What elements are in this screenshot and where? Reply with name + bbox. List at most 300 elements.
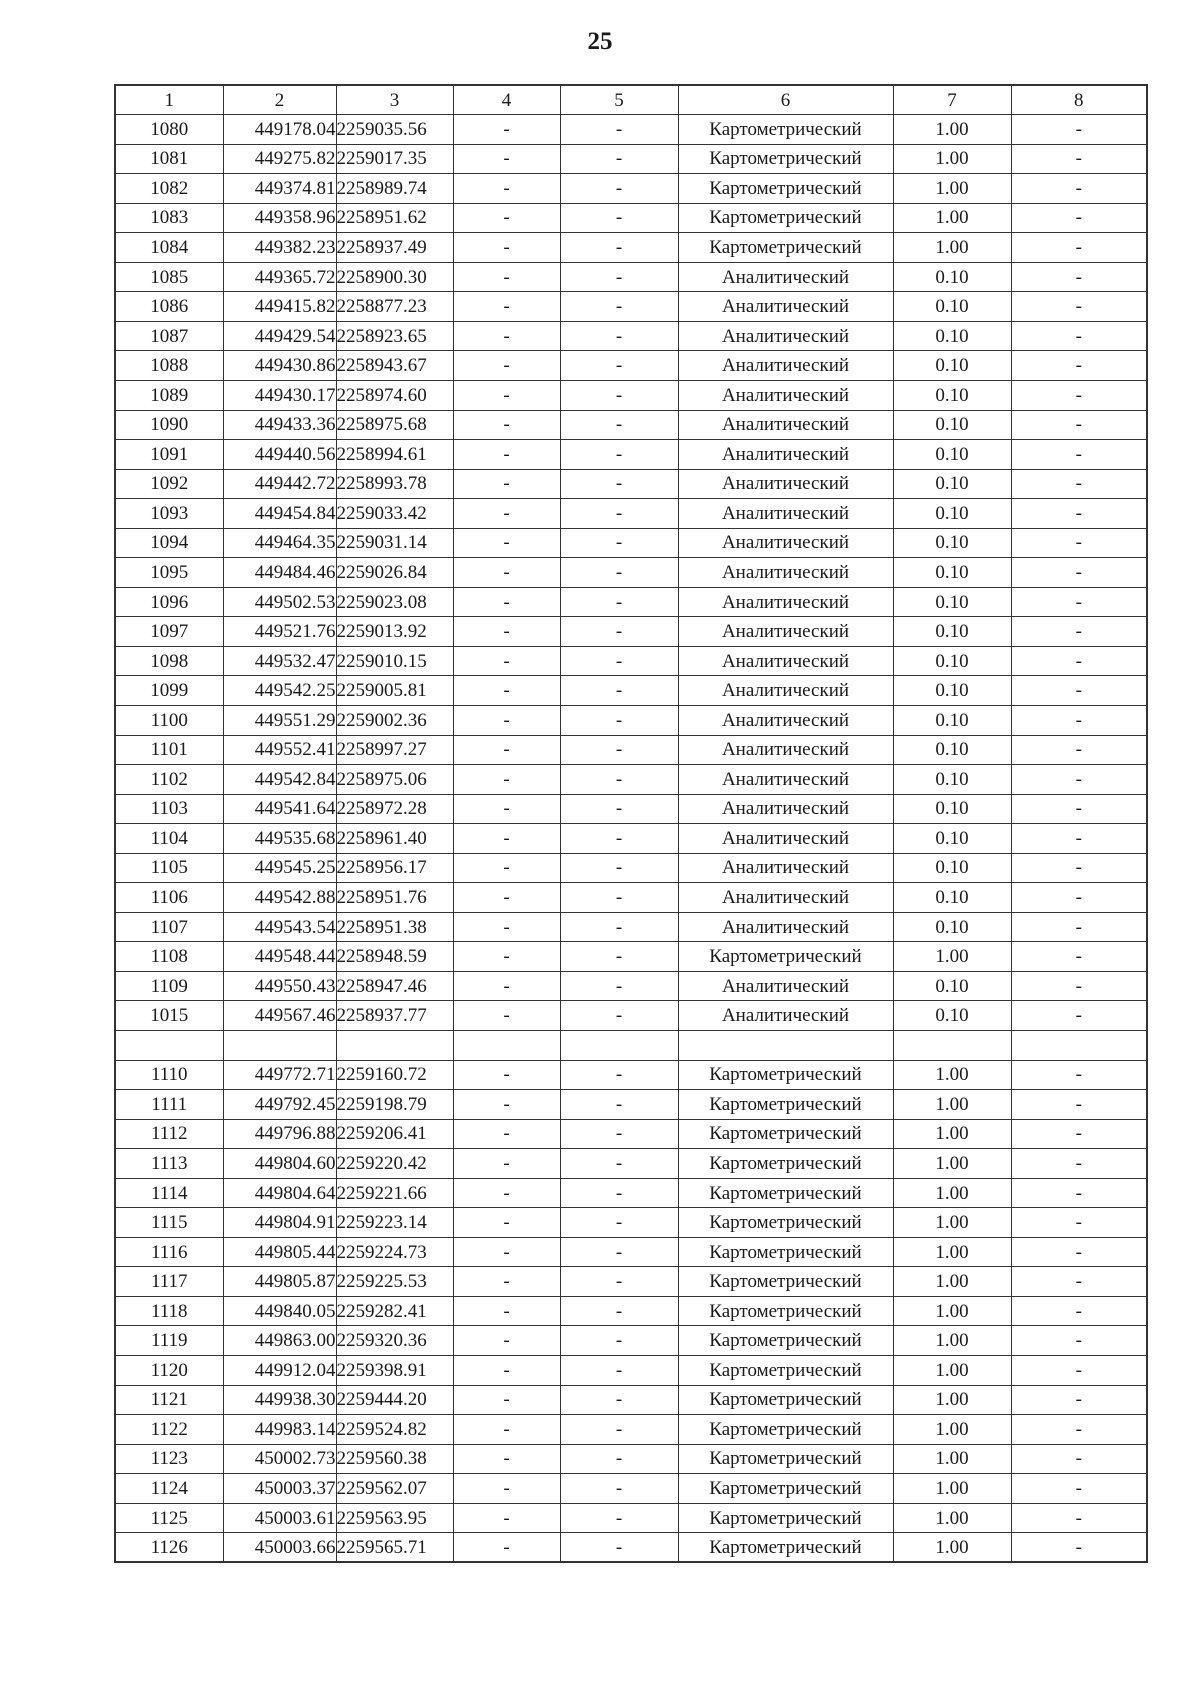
page-number: 25	[587, 28, 613, 55]
accuracy-cell: 1.00	[893, 1119, 1011, 1149]
table-row	[115, 1415, 1147, 1445]
y-coordinate-cell: 2259563.95	[336, 1503, 453, 1533]
accuracy-cell: 1.00	[893, 1090, 1011, 1120]
point-number-cell: 1115	[115, 1208, 223, 1238]
x-coordinate-cell: 449804.91	[223, 1208, 336, 1238]
x-coordinate-cell: 449543.54	[223, 912, 336, 942]
col8-cell: -	[1011, 705, 1147, 735]
point-number-cell: 1090	[115, 410, 223, 440]
table-row	[115, 1444, 1147, 1474]
col5-cell: -	[560, 1415, 678, 1445]
point-number-cell: 1093	[115, 499, 223, 529]
point-number-cell: 1103	[115, 794, 223, 824]
col8-cell: -	[1011, 1415, 1147, 1445]
col4-cell: -	[453, 233, 560, 263]
y-coordinate-cell: 2259221.66	[336, 1178, 453, 1208]
x-coordinate-cell: 449983.14	[223, 1415, 336, 1445]
point-number-cell: 1099	[115, 676, 223, 706]
method-cell: Аналитический	[678, 321, 893, 351]
col8-cell: -	[1011, 883, 1147, 913]
col4-cell: -	[453, 1267, 560, 1297]
method-cell: Аналитический	[678, 765, 893, 795]
method-cell: Аналитический	[678, 351, 893, 381]
col8-cell: -	[1011, 1001, 1147, 1031]
method-cell: Картометрический	[678, 1356, 893, 1386]
method-cell: Аналитический	[678, 558, 893, 588]
col4-cell: -	[453, 705, 560, 735]
column-header: 4	[453, 85, 560, 115]
col4-cell: -	[453, 1356, 560, 1386]
accuracy-cell: 0.10	[893, 469, 1011, 499]
method-cell: Картометрический	[678, 1149, 893, 1179]
x-coordinate-cell: 450003.37	[223, 1474, 336, 1504]
col8-cell: -	[1011, 617, 1147, 647]
y-coordinate-cell: 2258937.49	[336, 233, 453, 263]
col8-cell: -	[1011, 971, 1147, 1001]
point-number-cell: 1117	[115, 1267, 223, 1297]
method-cell: Аналитический	[678, 646, 893, 676]
accuracy-cell: 1.00	[893, 1356, 1011, 1386]
y-coordinate-cell: 2259026.84	[336, 558, 453, 588]
method-cell: Картометрический	[678, 1415, 893, 1445]
y-coordinate-cell: 2258997.27	[336, 735, 453, 765]
col4-cell: -	[453, 115, 560, 145]
method-cell: Аналитический	[678, 824, 893, 854]
method-cell: Аналитический	[678, 735, 893, 765]
point-number-cell: 1107	[115, 912, 223, 942]
y-coordinate-cell: 2259225.53	[336, 1267, 453, 1297]
col4-cell: -	[453, 587, 560, 617]
col5-cell: -	[560, 528, 678, 558]
col8-cell: -	[1011, 1149, 1147, 1179]
col8-cell: -	[1011, 765, 1147, 795]
accuracy-cell: 0.10	[893, 321, 1011, 351]
col5-cell: -	[560, 1385, 678, 1415]
col4-cell: -	[453, 1444, 560, 1474]
y-coordinate-cell: 2258956.17	[336, 853, 453, 883]
table-row	[115, 1296, 1147, 1326]
y-coordinate-cell: 2259398.91	[336, 1356, 453, 1386]
x-coordinate-cell: 449442.72	[223, 469, 336, 499]
col8-cell: -	[1011, 292, 1147, 322]
col5-cell: -	[560, 440, 678, 470]
accuracy-cell: 1.00	[893, 1208, 1011, 1238]
accuracy-cell: 0.10	[893, 528, 1011, 558]
y-coordinate-cell: 2258951.38	[336, 912, 453, 942]
accuracy-cell: 1.00	[893, 1503, 1011, 1533]
column-header: 5	[560, 85, 678, 115]
table-row	[115, 1533, 1147, 1563]
col8-cell: -	[1011, 262, 1147, 292]
col8-cell: -	[1011, 558, 1147, 588]
y-coordinate-cell: 2259220.42	[336, 1149, 453, 1179]
col8-cell: -	[1011, 587, 1147, 617]
point-number-cell: 1121	[115, 1385, 223, 1415]
y-coordinate-cell: 2259160.72	[336, 1060, 453, 1090]
table-row	[115, 794, 1147, 824]
table-row	[115, 1356, 1147, 1386]
col4-cell: -	[453, 410, 560, 440]
y-coordinate-cell: 2259444.20	[336, 1385, 453, 1415]
col5-cell: -	[560, 233, 678, 263]
y-coordinate-cell: 2258947.46	[336, 971, 453, 1001]
method-cell	[678, 1031, 893, 1061]
table-row	[115, 499, 1147, 529]
table-row	[115, 144, 1147, 174]
col4-cell: -	[453, 971, 560, 1001]
col5-cell: -	[560, 1444, 678, 1474]
y-coordinate-cell: 2259017.35	[336, 144, 453, 174]
x-coordinate-cell: 449429.54	[223, 321, 336, 351]
col8-cell: -	[1011, 912, 1147, 942]
accuracy-cell: 1.00	[893, 1060, 1011, 1090]
accuracy-cell: 1.00	[893, 1326, 1011, 1356]
col5-cell: -	[560, 824, 678, 854]
table-row	[115, 1090, 1147, 1120]
accuracy-cell: 0.10	[893, 617, 1011, 647]
col8-cell: -	[1011, 115, 1147, 145]
accuracy-cell: 1.00	[893, 144, 1011, 174]
x-coordinate-cell: 449535.68	[223, 824, 336, 854]
col4-cell: -	[453, 1149, 560, 1179]
col8-cell: -	[1011, 469, 1147, 499]
y-coordinate-cell: 2259002.36	[336, 705, 453, 735]
y-coordinate-cell: 2259198.79	[336, 1090, 453, 1120]
accuracy-cell: 0.10	[893, 912, 1011, 942]
column-header: 6	[678, 85, 893, 115]
point-number-cell: 1098	[115, 646, 223, 676]
point-number-cell: 1101	[115, 735, 223, 765]
y-coordinate-cell: 2258994.61	[336, 440, 453, 470]
table-row	[115, 1326, 1147, 1356]
col8-cell: -	[1011, 1444, 1147, 1474]
x-coordinate-cell: 449796.88	[223, 1119, 336, 1149]
col5-cell: -	[560, 410, 678, 440]
col4-cell: -	[453, 262, 560, 292]
x-coordinate-cell: 449542.84	[223, 765, 336, 795]
col5-cell: -	[560, 587, 678, 617]
y-coordinate-cell: 2259206.41	[336, 1119, 453, 1149]
col5-cell: -	[560, 499, 678, 529]
x-coordinate-cell: 449464.35	[223, 528, 336, 558]
table-row	[115, 410, 1147, 440]
accuracy-cell: 0.10	[893, 676, 1011, 706]
method-cell: Картометрический	[678, 1237, 893, 1267]
col8-cell: -	[1011, 1385, 1147, 1415]
point-number-cell: 1113	[115, 1149, 223, 1179]
accuracy-cell: 0.10	[893, 765, 1011, 795]
method-cell: Картометрический	[678, 942, 893, 972]
col8-cell: -	[1011, 1474, 1147, 1504]
col8-cell: -	[1011, 1296, 1147, 1326]
table-row	[115, 587, 1147, 617]
method-cell: Аналитический	[678, 617, 893, 647]
y-coordinate-cell: 2258993.78	[336, 469, 453, 499]
point-number-cell: 1118	[115, 1296, 223, 1326]
col4-cell: -	[453, 292, 560, 322]
point-number-cell: 1094	[115, 528, 223, 558]
x-coordinate-cell: 450003.66	[223, 1533, 336, 1563]
accuracy-cell: 1.00	[893, 1296, 1011, 1326]
method-cell: Картометрический	[678, 1444, 893, 1474]
method-cell: Аналитический	[678, 853, 893, 883]
accuracy-cell: 0.10	[893, 1001, 1011, 1031]
col5-cell: -	[560, 1149, 678, 1179]
col8-cell: -	[1011, 1503, 1147, 1533]
col4-cell: -	[453, 1474, 560, 1504]
col4-cell: -	[453, 440, 560, 470]
method-cell: Аналитический	[678, 499, 893, 529]
table-row	[115, 351, 1147, 381]
point-number-cell: 1114	[115, 1178, 223, 1208]
accuracy-cell: 1.00	[893, 1444, 1011, 1474]
method-cell: Картометрический	[678, 233, 893, 263]
point-number-cell: 1015	[115, 1001, 223, 1031]
y-coordinate-cell: 2259023.08	[336, 587, 453, 617]
x-coordinate-cell: 449545.25	[223, 853, 336, 883]
column-header: 3	[336, 85, 453, 115]
x-coordinate-cell: 449567.46	[223, 1001, 336, 1031]
table-row	[115, 971, 1147, 1001]
y-coordinate-cell: 2259224.73	[336, 1237, 453, 1267]
y-coordinate-cell: 2259320.36	[336, 1326, 453, 1356]
method-cell: Аналитический	[678, 883, 893, 913]
y-coordinate-cell: 2258951.62	[336, 203, 453, 233]
col4-cell: -	[453, 617, 560, 647]
col8-cell	[1011, 1031, 1147, 1061]
col5-cell: -	[560, 1119, 678, 1149]
col4-cell: -	[453, 1090, 560, 1120]
col8-cell: -	[1011, 203, 1147, 233]
col4-cell: -	[453, 203, 560, 233]
point-number-cell: 1102	[115, 765, 223, 795]
table-row	[115, 440, 1147, 470]
accuracy-cell: 0.10	[893, 351, 1011, 381]
table-row	[115, 321, 1147, 351]
col5-cell: -	[560, 1060, 678, 1090]
col4-cell: -	[453, 380, 560, 410]
accuracy-cell: 0.10	[893, 705, 1011, 735]
col5-cell: -	[560, 617, 678, 647]
accuracy-cell: 0.10	[893, 262, 1011, 292]
x-coordinate-cell: 449840.05	[223, 1296, 336, 1326]
point-number-cell: 1084	[115, 233, 223, 263]
accuracy-cell: 1.00	[893, 1415, 1011, 1445]
col5-cell: -	[560, 174, 678, 204]
x-coordinate-cell: 449178.04	[223, 115, 336, 145]
y-coordinate-cell	[336, 1031, 453, 1061]
table-row	[115, 1119, 1147, 1149]
point-number-cell: 1081	[115, 144, 223, 174]
method-cell: Картометрический	[678, 1178, 893, 1208]
method-cell: Аналитический	[678, 1001, 893, 1031]
table-row	[115, 1237, 1147, 1267]
accuracy-cell: 1.00	[893, 174, 1011, 204]
col5-cell: -	[560, 144, 678, 174]
method-cell: Картометрический	[678, 1474, 893, 1504]
accuracy-cell: 0.10	[893, 292, 1011, 322]
y-coordinate-cell: 2258937.77	[336, 1001, 453, 1031]
x-coordinate-cell: 449804.64	[223, 1178, 336, 1208]
col8-cell: -	[1011, 528, 1147, 558]
table-row	[115, 676, 1147, 706]
table-row	[115, 558, 1147, 588]
col5-cell: -	[560, 558, 678, 588]
table-row	[115, 469, 1147, 499]
point-number-cell: 1097	[115, 617, 223, 647]
x-coordinate-cell: 449548.44	[223, 942, 336, 972]
point-number-cell: 1083	[115, 203, 223, 233]
x-coordinate-cell: 449804.60	[223, 1149, 336, 1179]
y-coordinate-cell: 2259560.38	[336, 1444, 453, 1474]
x-coordinate-cell: 449532.47	[223, 646, 336, 676]
col4-cell: -	[453, 883, 560, 913]
col4-cell: -	[453, 1119, 560, 1149]
table-row	[115, 1208, 1147, 1238]
table-row	[115, 705, 1147, 735]
col4-cell: -	[453, 321, 560, 351]
method-cell: Картометрический	[678, 1119, 893, 1149]
table-row	[115, 1267, 1147, 1297]
point-number-cell: 1082	[115, 174, 223, 204]
col4-cell: -	[453, 469, 560, 499]
point-number-cell: 1119	[115, 1326, 223, 1356]
point-number-cell: 1089	[115, 380, 223, 410]
point-number-cell: 1122	[115, 1415, 223, 1445]
col5-cell: -	[560, 705, 678, 735]
col4-cell: -	[453, 1326, 560, 1356]
col8-cell: -	[1011, 1356, 1147, 1386]
y-coordinate-cell: 2259282.41	[336, 1296, 453, 1326]
col8-cell: -	[1011, 1060, 1147, 1090]
x-coordinate-cell: 449772.71	[223, 1060, 336, 1090]
accuracy-cell: 1.00	[893, 1149, 1011, 1179]
x-coordinate-cell	[223, 1031, 336, 1061]
col5-cell: -	[560, 1208, 678, 1238]
method-cell: Аналитический	[678, 587, 893, 617]
y-coordinate-cell: 2258943.67	[336, 351, 453, 381]
col5-cell: -	[560, 1503, 678, 1533]
table-row	[115, 1031, 1147, 1061]
col8-cell: -	[1011, 824, 1147, 854]
x-coordinate-cell: 449502.53	[223, 587, 336, 617]
col5-cell	[560, 1031, 678, 1061]
col4-cell: -	[453, 499, 560, 529]
method-cell: Аналитический	[678, 794, 893, 824]
table-row	[115, 942, 1147, 972]
table-row	[115, 233, 1147, 263]
col5-cell: -	[560, 853, 678, 883]
col4-cell: -	[453, 1415, 560, 1445]
table-body	[115, 115, 1147, 1563]
method-cell: Аналитический	[678, 440, 893, 470]
x-coordinate-cell: 449805.44	[223, 1237, 336, 1267]
col5-cell: -	[560, 765, 678, 795]
x-coordinate-cell: 449430.17	[223, 380, 336, 410]
x-coordinate-cell: 449430.86	[223, 351, 336, 381]
col5-cell: -	[560, 1296, 678, 1326]
method-cell: Картометрический	[678, 1060, 893, 1090]
col4-cell: -	[453, 853, 560, 883]
col8-cell: -	[1011, 321, 1147, 351]
column-header: 8	[1011, 85, 1147, 115]
accuracy-cell: 0.10	[893, 735, 1011, 765]
point-number-cell: 1108	[115, 942, 223, 972]
table-row	[115, 174, 1147, 204]
accuracy-cell: 0.10	[893, 587, 1011, 617]
method-cell: Картометрический	[678, 1090, 893, 1120]
x-coordinate-cell: 449365.72	[223, 262, 336, 292]
accuracy-cell: 0.10	[893, 794, 1011, 824]
point-number-cell: 1095	[115, 558, 223, 588]
x-coordinate-cell: 449541.64	[223, 794, 336, 824]
table-row	[115, 1503, 1147, 1533]
accuracy-cell: 1.00	[893, 233, 1011, 263]
accuracy-cell: 0.10	[893, 971, 1011, 1001]
col5-cell: -	[560, 203, 678, 233]
x-coordinate-cell: 449863.00	[223, 1326, 336, 1356]
method-cell: Аналитический	[678, 469, 893, 499]
col5-cell: -	[560, 1326, 678, 1356]
col5-cell: -	[560, 1237, 678, 1267]
col4-cell: -	[453, 912, 560, 942]
col5-cell: -	[560, 1474, 678, 1504]
col5-cell: -	[560, 1001, 678, 1031]
col8-cell: -	[1011, 410, 1147, 440]
col4-cell: -	[453, 794, 560, 824]
col5-cell: -	[560, 883, 678, 913]
method-cell: Аналитический	[678, 971, 893, 1001]
table-header-row	[115, 85, 1147, 115]
col5-cell: -	[560, 321, 678, 351]
point-number-cell: 1086	[115, 292, 223, 322]
method-cell: Картометрический	[678, 115, 893, 145]
point-number-cell: 1125	[115, 1503, 223, 1533]
method-cell: Картометрический	[678, 1385, 893, 1415]
accuracy-cell: 0.10	[893, 558, 1011, 588]
table-row	[115, 735, 1147, 765]
x-coordinate-cell: 449542.25	[223, 676, 336, 706]
col5-cell: -	[560, 646, 678, 676]
point-number-cell: 1105	[115, 853, 223, 883]
accuracy-cell: 1.00	[893, 203, 1011, 233]
method-cell: Картометрический	[678, 1533, 893, 1563]
method-cell: Картометрический	[678, 174, 893, 204]
table-row	[115, 528, 1147, 558]
accuracy-cell: 0.10	[893, 380, 1011, 410]
method-cell: Картометрический	[678, 1326, 893, 1356]
col8-cell: -	[1011, 1119, 1147, 1149]
point-number-cell: 1120	[115, 1356, 223, 1386]
x-coordinate-cell: 449433.36	[223, 410, 336, 440]
table-row	[115, 1178, 1147, 1208]
method-cell: Картометрический	[678, 144, 893, 174]
accuracy-cell: 1.00	[893, 115, 1011, 145]
y-coordinate-cell: 2259031.14	[336, 528, 453, 558]
method-cell: Аналитический	[678, 262, 893, 292]
point-number-cell: 1109	[115, 971, 223, 1001]
col8-cell: -	[1011, 1533, 1147, 1563]
point-number-cell: 1124	[115, 1474, 223, 1504]
table-row	[115, 1060, 1147, 1090]
point-number-cell: 1112	[115, 1119, 223, 1149]
col4-cell: -	[453, 1296, 560, 1326]
col5-cell: -	[560, 469, 678, 499]
col5-cell: -	[560, 794, 678, 824]
col4-cell	[453, 1031, 560, 1061]
col8-cell: -	[1011, 1326, 1147, 1356]
method-cell: Картометрический	[678, 203, 893, 233]
